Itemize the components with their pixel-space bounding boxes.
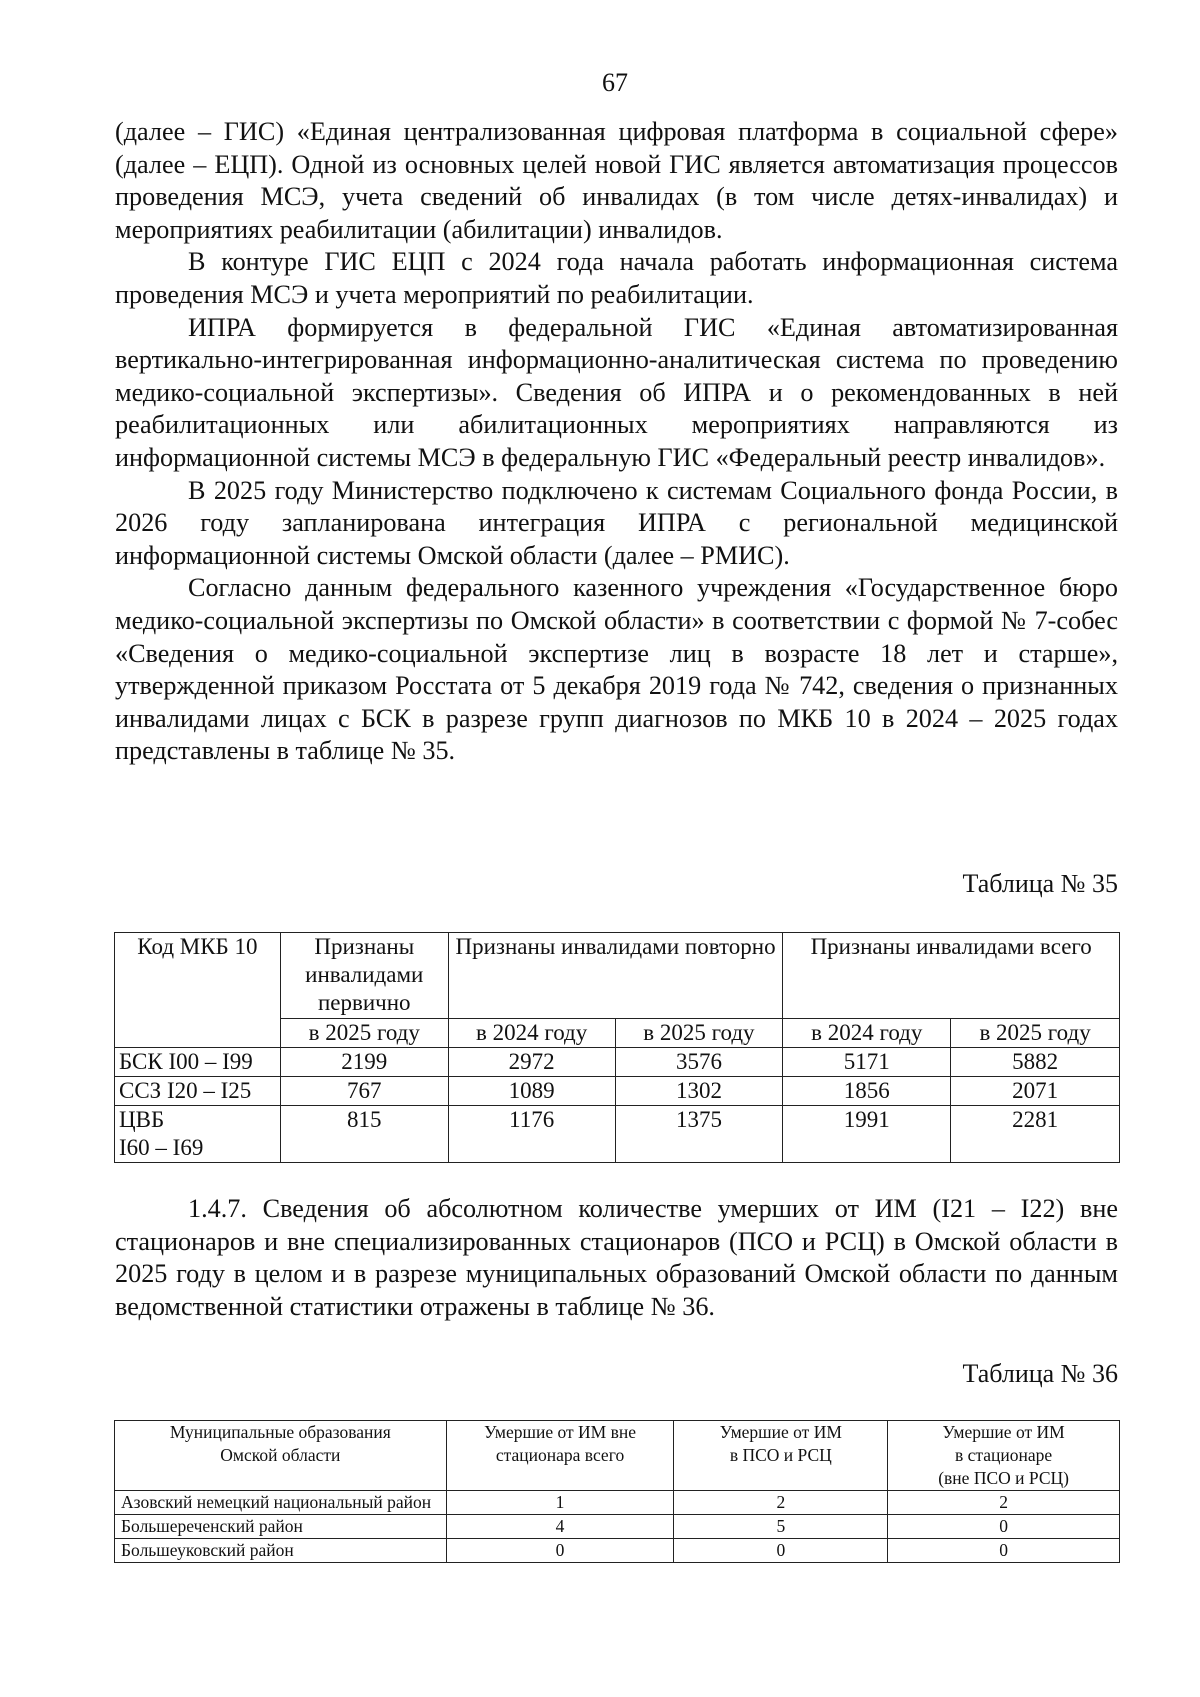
cell-repeat-2024: 1089 [448,1077,615,1106]
header-repeat-2025: в 2025 году [615,1019,783,1048]
section-1-4-7-text: 1.4.7. Сведения об абсолютном количестве умерших от ИМ (I21 – I22) вне стационаров и вне специализированных стационаров (ПСО и РСЦ) в Омской области в 2025 году в целом и в разрезе муниципальных образований Омской области по данным ведомственной статистики отражены в таблице № 36. [115,1194,1118,1321]
cell-total-2024: 1991 [783,1106,951,1163]
cell-total-2024: 5171 [783,1048,951,1077]
header-municipality-line1: Муниципальные образования [169,1422,391,1442]
table-36-caption: Таблица № 36 [962,1359,1118,1388]
paragraph-gis-ecp: (далее – ГИС) «Единая централизованная цифровая платформа в социальной сфере» (далее – ЕЦП). Одной из основных целей новой ГИС является автоматизация процессов проведения МСЭ, учета сведений об инвалидах (в том числе детях-инвалидах) и мероприятиях реабилитации (абилитации) инвалидов. [115,117,1118,244]
header-municipality-line2: Омской области [220,1445,341,1465]
cell-primary-2025: 2199 [280,1048,448,1077]
paragraph-contour: В контуре ГИС ЕЦП с 2024 года начала работать информационная система проведения МСЭ и учета мероприятий по реабилитации. [115,247,1118,309]
table-row [115,1515,1120,1539]
cell-pso: 0 [674,1539,888,1563]
paragraph-2025: В 2025 году Министерство подключено к системам Социального фонда России, в 2026 году запланирована интеграция ИПРА с региональной медицинской информационной системы Омской области (далее – РМИС). [115,475,1118,570]
table-35 [114,932,1120,1163]
page-number: 67 [602,68,628,97]
cell-total-2024: 1856 [783,1077,951,1106]
cell-code-line2: I60 – I69 [119,1135,204,1160]
cell-municipality: Большеуковский район [115,1539,447,1563]
table-row [115,1539,1120,1563]
paragraph-according: Согласно данным федерального казенного учреждения «Государственное бюро медико-социальной экспертизы по Омской области» в соответствии с формой № 7-собес «Сведения о медико-социальной экспертизе лиц в возрасте 18 лет и старше», утвержденной приказом Росстата от 5 декабря 2019 года № 742, сведения о признанных инвалидами лицах с БСК в разрезе групп диагнозов по МКБ 10 в 2024 – 2025 годах представлены в таблице № 35. [115,573,1118,766]
cell-code [115,1106,281,1163]
header-primary: Признаны инвалидами первично [280,933,448,1019]
header-outside-line1: Умершие от ИМ вне [484,1422,637,1442]
cell-municipality: Большереченский район [115,1515,447,1539]
cell-repeat-2025: 3576 [615,1048,783,1077]
header-pso-line2: в ПСО и РСЦ [729,1445,832,1465]
header-hosp-line2: в стационаре [955,1445,1053,1465]
cell-code: БСК I00 – I99 [115,1048,281,1077]
cell-hosp: 0 [888,1539,1120,1563]
header-pso [674,1421,888,1491]
header-total-2024: в 2024 году [783,1019,951,1048]
table-row [115,1491,1120,1515]
cell-repeat-2024: 1176 [448,1106,615,1163]
header-repeat-2024: в 2024 году [448,1019,615,1048]
cell-total-2025: 2071 [951,1077,1120,1106]
cell-hosp: 0 [888,1515,1120,1539]
header-pso-line1: Умершие от ИМ [719,1422,842,1442]
table-35-caption: Таблица № 35 [962,869,1118,898]
header-hosp [888,1421,1120,1491]
header-total: Признаны инвалидами всего [783,933,1120,1019]
body-text [115,116,1118,768]
table-36 [114,1420,1120,1563]
header-outside-line2: стационара всего [495,1445,625,1465]
cell-hosp: 2 [888,1491,1120,1515]
cell-outside: 1 [446,1491,674,1515]
cell-code: ССЗ I20 – I25 [115,1077,281,1106]
header-primary-2025: в 2025 году [280,1019,448,1048]
cell-outside: 4 [446,1515,674,1539]
section-1-4-7 [115,1193,1118,1323]
cell-repeat-2024: 2972 [448,1048,615,1077]
cell-primary-2025: 815 [280,1106,448,1163]
cell-total-2025: 5882 [951,1048,1120,1077]
cell-repeat-2025: 1375 [615,1106,783,1163]
header-repeat: Признаны инвалидами повторно [448,933,783,1019]
header-code: Код МКБ 10 [115,933,281,1048]
cell-primary-2025: 767 [280,1077,448,1106]
header-hosp-line1: Умершие от ИМ [942,1422,1065,1442]
cell-outside: 0 [446,1539,674,1563]
cell-repeat-2025: 1302 [615,1077,783,1106]
table-row [115,1077,1120,1106]
cell-total-2025: 2281 [951,1106,1120,1163]
table-row [115,1048,1120,1077]
cell-pso: 2 [674,1491,888,1515]
paragraph-ipra: ИПРА формируется в федеральной ГИС «Единая автоматизированная вертикально-интегрированная информационно-аналитическая система по проведению медико-социальной экспертизы». Сведения об ИПРА и о рекомендованных в ней реабилитационных или абилитационных мероприятиях направляются из информационной системы МСЭ в федеральную ГИС «Федеральный реестр инвалидов». [115,312,1118,472]
cell-code-line1: ЦВБ [119,1107,165,1132]
header-outside [446,1421,674,1491]
table-row [115,1106,1120,1163]
cell-municipality: Азовский немецкий национальный район [115,1491,447,1515]
cell-pso: 5 [674,1515,888,1539]
header-total-2025: в 2025 году [951,1019,1120,1048]
header-hosp-line3: (вне ПСО и РСЦ) [938,1468,1069,1488]
header-municipality [115,1421,447,1491]
